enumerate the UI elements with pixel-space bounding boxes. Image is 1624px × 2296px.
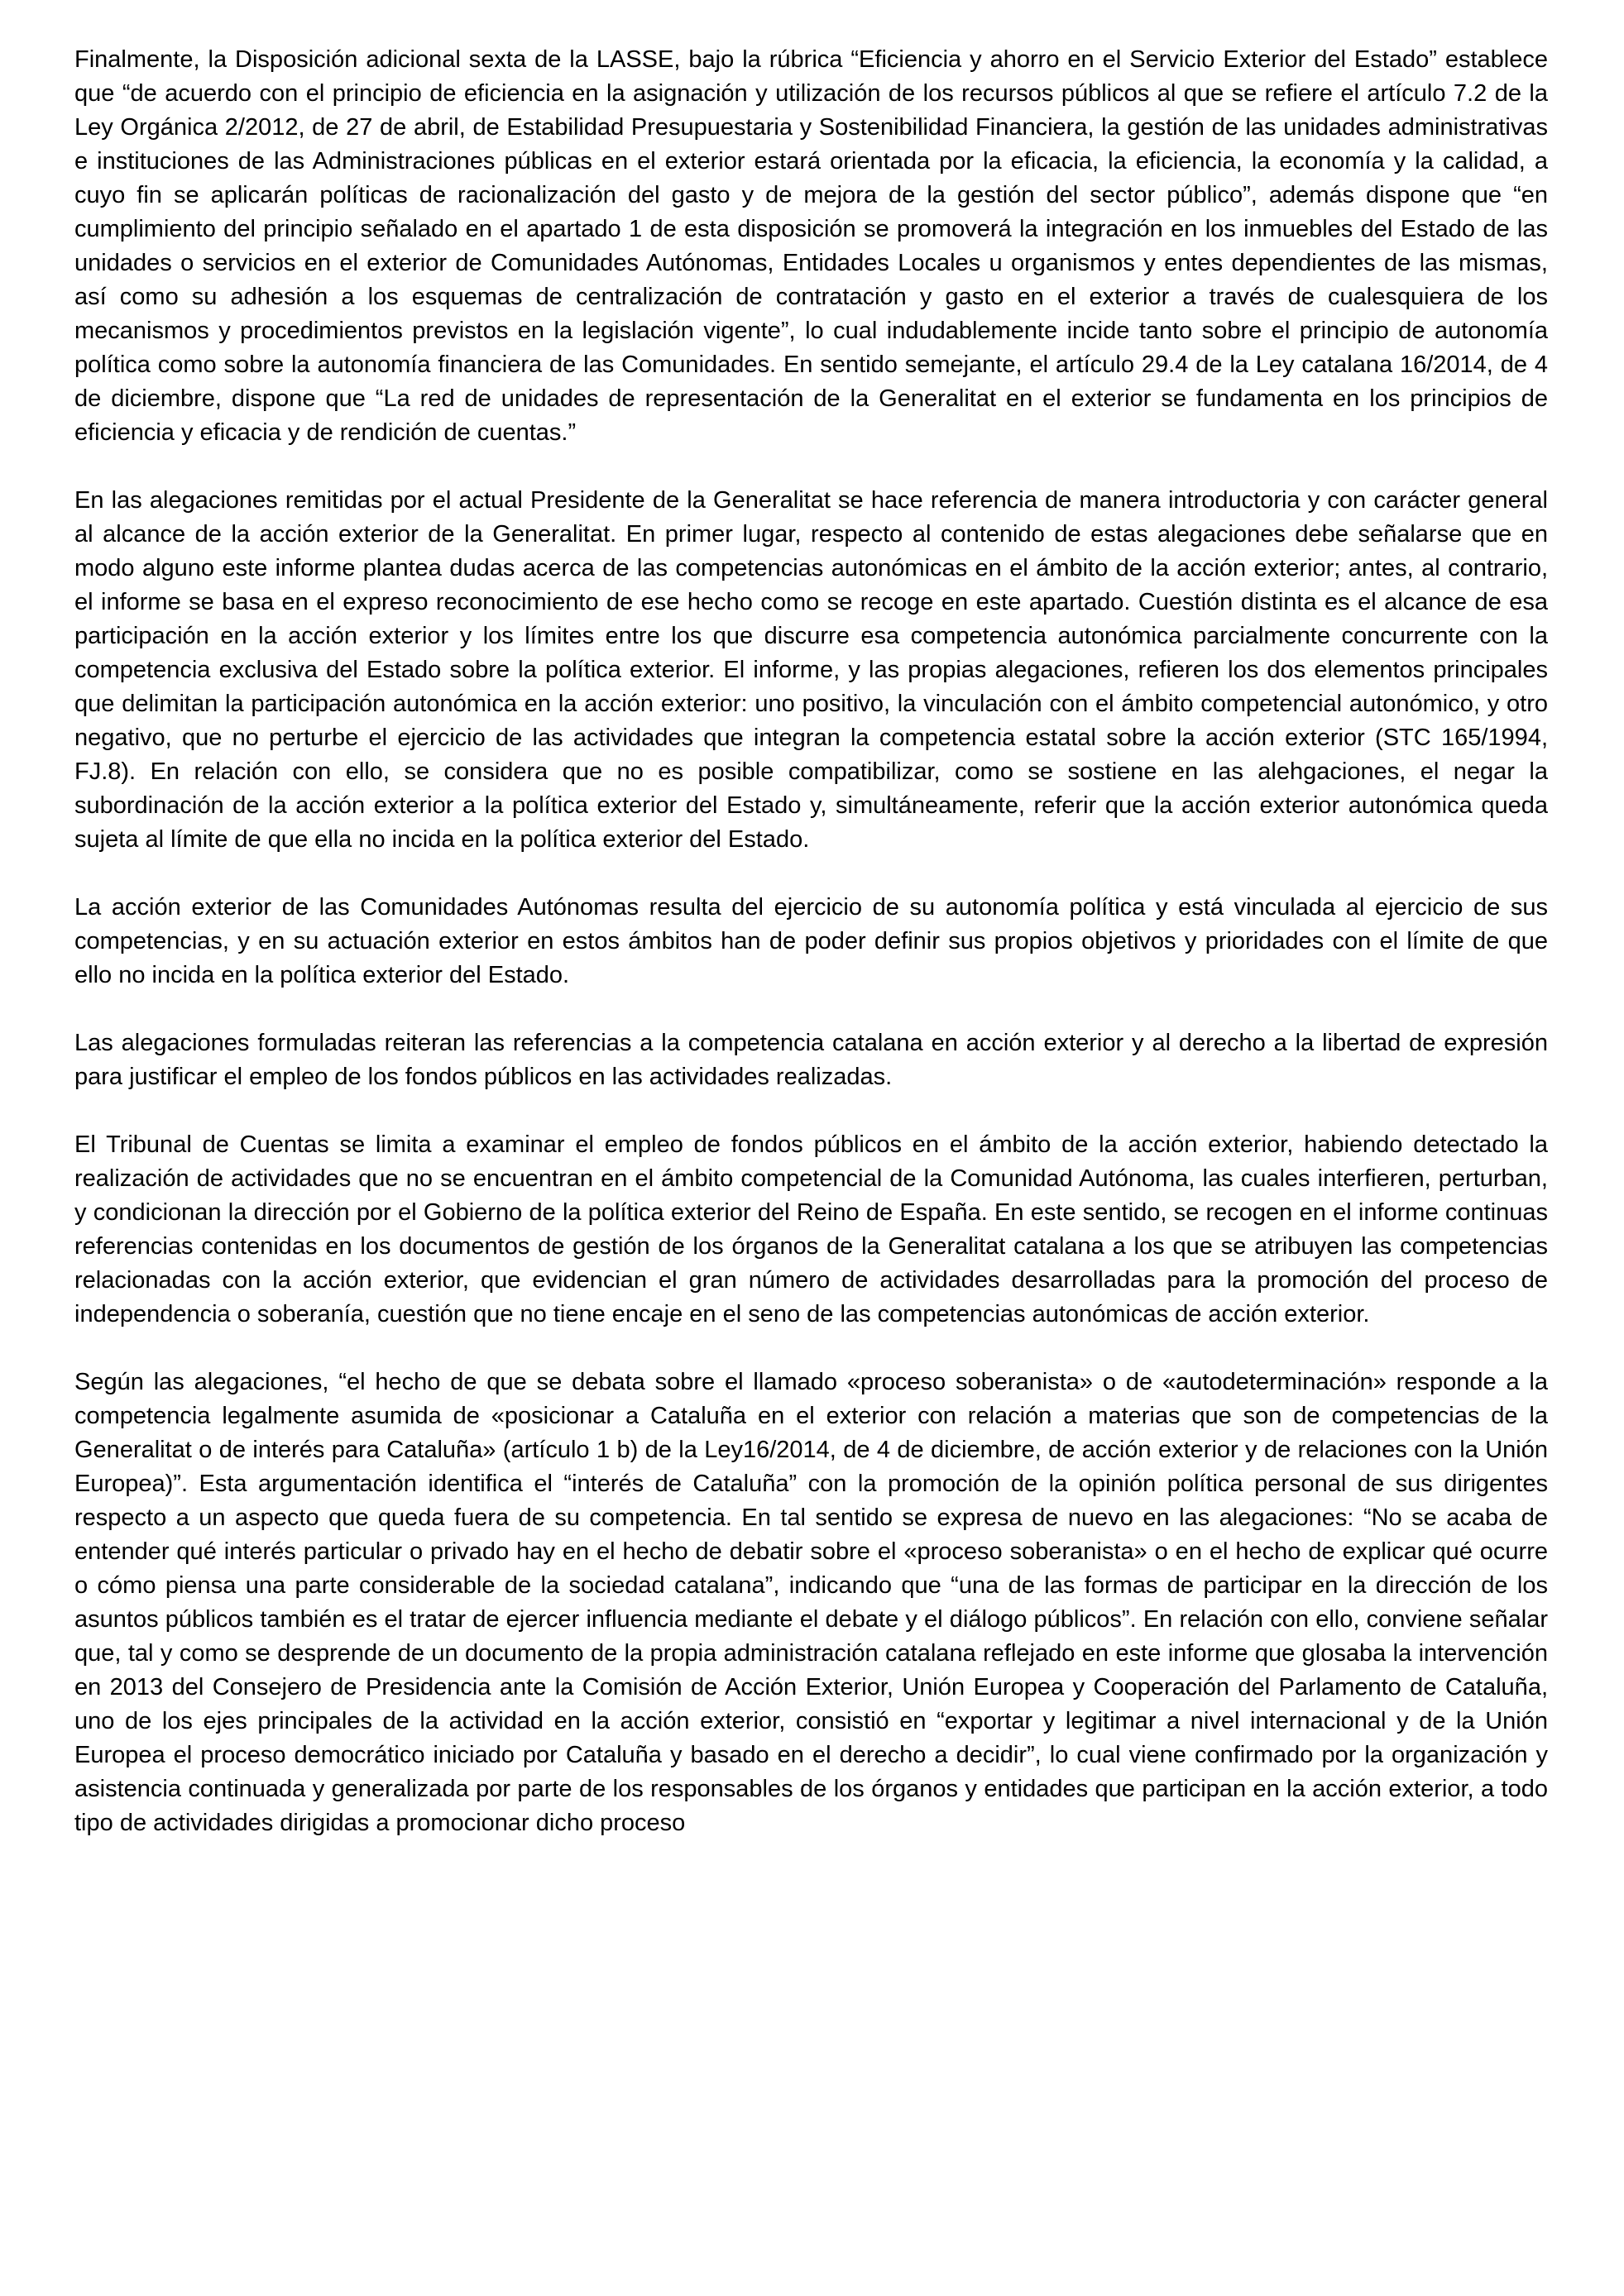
- paragraph-alegaciones-formuladas: Las alegaciones formuladas reiteran las referencias a la competencia catalana en acción exterior y al derecho a la libertad de expresión para justificar el empleo de los fondos públicos en las actividades realizadas.: [74, 1030, 1548, 1090]
- paragraph-alegaciones-presidente: En las alegaciones remitidas por el actual Presidente de la Generalitat se hace referencia de manera introductoria y con carácter general al alcance de la acción exterior de la Generalitat. En primer lugar, respecto al contenido de estas alegaciones debe señalarse que en modo alguno este informe plantea dudas acerca de las competencias autonómicas en el ámbito de la acción exterior; antes, al contrario, el informe se basa en el expreso reconocimiento de ese hecho como se recoge en este apartado. Cuestión distinta es el alcance de esa participación en la acción exterior y los límites entre los que discurre esa competencia autonómica parcialmente concurrente con la competencia exclusiva del Estado sobre la política exterior. El informe, y las propias alegaciones, refieren los dos elementos principales que delimitan la participación autonómica en la acción exterior: uno positivo, la vinculación con el ámbito competencial autonómico, y otro negativo, que no perturbe el ejercicio de las actividades que integran la competencia estatal sobre la acción exterior (STC 165/1994, FJ.8). En relación con ello, se considera que no es posible compatibilizar, como se sostiene en las alehgaciones, el negar la subordinación de la acción exterior a la política exterior del Estado y, simultáneamente, referir que la acción exterior autonómica queda sujeta al límite de que ella no incida en la política exterior del Estado.: [74, 487, 1548, 853]
- paragraph-lasse-disposicion: Finalmente, la Disposición adicional sexta de la LASSE, bajo la rúbrica “Eficiencia y ahorro en el Servicio Exterior del Estado” establece que “de acuerdo con el principio de eficiencia en la asignación y utilización de los recursos públicos al que se refiere el artículo 7.2 de la Ley Orgánica 2/2012, de 27 de abril, de Estabilidad Presupuestaria y Sostenibilidad Financiera, la gestión de las unidades administrativas e instituciones de las Administraciones públicas en el exterior estará orientada por la eficacia, la eficiencia, la economía y la calidad, a cuyo fin se aplicarán políticas de racionalización del gasto y de mejora de la gestión del sector público”, además dispone que “en cumplimiento del principio señalado en el apartado 1 de esta disposición se promoverá la integración en los inmuebles del Estado de las unidades o servicios en el exterior de Comunidades Autónomas, Entidades Locales u organismos y entes dependientes de las mismas, así como su adhesión a los esquemas de centralización de contratación y gasto en el exterior a través de cualesquiera de los mecanismos y procedimientos previstos en la legislación vigente”, lo cual indudablemente incide tanto sobre el principio de autonomía política como sobre la autonomía financiera de las Comunidades. En sentido semejante, el artículo 29.4 de la Ley catalana 16/2014, de 4 de diciembre, dispone que “La red de unidades de representación de la Generalitat en el exterior se fundamenta en los principios de eficiencia y eficacia y de rendición de cuentas.”: [74, 46, 1548, 446]
- paragraph-tribunal-de-cuentas: El Tribunal de Cuentas se limita a examinar el empleo de fondos públicos en el ámbito de la acción exterior, habiendo detectado la realización de actividades que no se encuentran en el ámbito competencial de la Comunidad Autónoma, las cuales interfieren, perturban, y condicionan la dirección por el Gobierno de la política exterior del Reino de España. En este sentido, se recogen en el informe continuas referencias contenidas en los documentos de gestión de los órganos de la Generalitat catalana a los que se atribuyen las competencias relacionadas con la acción exterior, que evidencian el gran número de actividades desarrolladas para la promoción del proceso de independencia o soberanía, cuestión que no tiene encaje en el seno de las competencias autonómicas de acción exterior.: [74, 1131, 1548, 1327]
- paragraph-segun-las-alegaciones: Según las alegaciones, “el hecho de que se debata sobre el llamado «proceso soberanista» o de «autodeterminación» responde a la competencia legalmente asumida de «posicionar a Cataluña en el exterior con relación a materias que son de competencias de la Generalitat o de interés para Cataluña» (artículo 1 b) de la Ley16/2014, de 4 de diciembre, de acción exterior y de relaciones con la Unión Europea)”. Esta argumentación identifica el “interés de Cataluña” con la promoción de la opinión política personal de sus dirigentes respecto a un aspecto que queda fuera de su competencia. En tal sentido se expresa de nuevo en las alegaciones: “No se acaba de entender qué interés particular o privado hay en el hecho de debatir sobre el «proceso soberanista» o en el hecho de explicar qué ocurre o cómo piensa una parte considerable de la sociedad catalana”, indicando que “una de las formas de participar en la dirección de los asuntos públicos también es el tratar de ejercer influencia mediante el debate y el diálogo públicos”. En relación con ello, conviene señalar que, tal y como se desprende de un documento de la propia administración catalana reflejado en este informe que glosaba la intervención en 2013 del Consejero de Presidencia ante la Comisión de Acción Exterior, Unión Europea y Cooperación del Parlamento de Cataluña, uno de los ejes principales de la actividad en la acción exterior, consistió en “exportar y legitimar a nivel internacional y de la Unión Europea el proceso democrático iniciado por Cataluña y basado en el derecho a decidir”, lo cual viene confirmado por la organización y asistencia continuada y generalizada por parte de los responsables de los órganos y entidades que participan en la acción exterior, a todo tipo de actividades dirigidas a promocionar dicho proceso: [74, 1369, 1548, 1836]
- paragraph-accion-exterior-ccaa: La acción exterior de las Comunidades Autónomas resulta del ejercicio de su autonomía política y está vinculada al ejercicio de sus competencias, y en su actuación exterior en estos ámbitos han de poder definir sus propios objetivos y prioridades con el límite de que ello no incida en la política exterior del Estado.: [74, 894, 1548, 988]
